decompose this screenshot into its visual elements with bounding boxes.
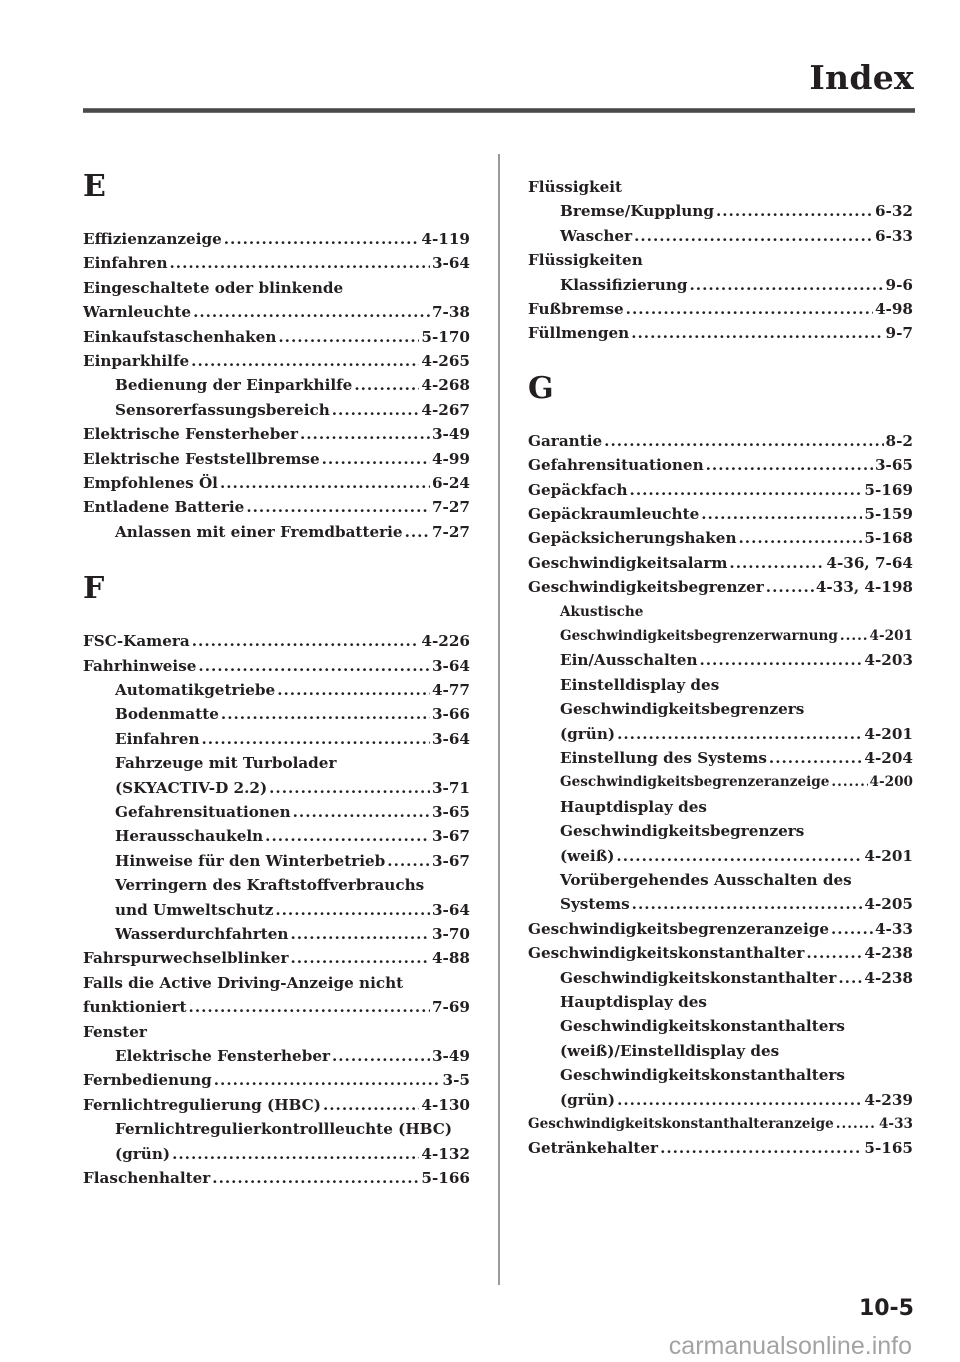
entry-label: Elektrische Fensterheber [83, 425, 298, 444]
index-subentry [115, 373, 470, 397]
entry-label: Eingeschaltete oder blinkende [83, 278, 344, 297]
dot-leader [290, 946, 430, 970]
entry-label: Gepäckfach [528, 480, 628, 499]
index-entry [528, 941, 913, 965]
entry-label: (grün) [115, 1144, 171, 1163]
dot-leader [193, 300, 430, 324]
index-subentry [560, 892, 913, 916]
dot-leader [806, 941, 862, 965]
dot-leader [189, 995, 430, 1019]
dot-leader [265, 824, 430, 848]
page-reference: 7-69 [431, 998, 470, 1017]
dot-leader [275, 898, 430, 922]
entry-label: Einstellung des Systems [560, 749, 767, 767]
entry-label: Gefahrensituationen [528, 456, 704, 475]
page-reference: 3-64 [431, 254, 470, 273]
entry-label: Geschwindigkeitskonstanthalteranzeige [528, 1116, 834, 1132]
index-entry [528, 297, 913, 321]
entry-label: Elektrische Feststellbremse [83, 449, 320, 468]
entry-label: Entladene Batterie [83, 498, 245, 517]
index-subentry [115, 800, 470, 824]
page-reference: 4-33, 4-198 [815, 578, 913, 597]
index-entry [83, 946, 470, 970]
dot-leader [604, 429, 883, 453]
entry-label: (SKYACTIV-D 2.2) [115, 778, 268, 797]
entry-label: FSC-Kamera [83, 632, 190, 651]
entry-label: Anlassen mit einer Fremdbatterie [115, 522, 403, 541]
entry-label: Fernbedienung [83, 1071, 212, 1090]
entry-label: Fernlichtregulierung (HBC) [83, 1095, 321, 1114]
index-subentry [560, 273, 913, 297]
entry-label: Klassifizierung [560, 275, 688, 294]
index-subentry [115, 1117, 470, 1141]
page-reference: 4-204 [864, 749, 913, 767]
dot-leader [290, 922, 430, 946]
index-subentry [115, 751, 470, 775]
dot-leader [838, 966, 862, 990]
page-reference: 3-65 [874, 456, 913, 475]
entry-label: Geschwindigkeitsbegrenzeranzeige [560, 774, 830, 791]
index-entry [528, 1112, 913, 1136]
page-reference: 3-64 [431, 656, 470, 675]
index-subentry [115, 873, 470, 897]
index-subentry [560, 966, 913, 990]
dot-leader [836, 1112, 877, 1136]
index-entry [83, 300, 470, 324]
dot-leader [198, 654, 430, 678]
page-reference: 3-66 [431, 705, 470, 724]
entry-label: Fahrzeuge mit Turbolader [115, 754, 337, 773]
index-entry [528, 575, 913, 599]
entry-label: Fernlichtregulierkontrollleuchte (HBC) [115, 1120, 453, 1139]
index-entry [83, 422, 470, 446]
index-entry [528, 551, 913, 575]
page-reference: 4-268 [421, 376, 470, 395]
dot-leader [617, 722, 862, 746]
page-reference: 3-67 [431, 851, 470, 870]
index-subentry [115, 1044, 470, 1068]
dot-leader [300, 422, 430, 446]
header-rule [83, 108, 915, 113]
dot-leader [354, 373, 419, 397]
index-subentry [560, 224, 913, 248]
index-entry [83, 495, 470, 519]
entry-label: Flüssigkeiten [528, 251, 643, 270]
index-entry [83, 251, 470, 275]
index-entry [83, 349, 470, 373]
entry-label: Geschwindigkeitskonstanthalter [560, 968, 837, 987]
entry-label: Gepäcksicherungshaken [528, 529, 737, 548]
entry-label: Garantie [528, 431, 603, 450]
section-letter: F [83, 571, 105, 607]
dot-leader [840, 624, 868, 648]
page-reference: 5-166 [421, 1169, 470, 1187]
entry-label: Geschwindigkeitskonstanthalters [560, 1017, 845, 1036]
dot-leader [616, 844, 862, 868]
index-entry [83, 325, 470, 349]
index-entry [83, 1166, 470, 1190]
entry-label: Geschwindigkeitskonstanthalter [528, 944, 805, 963]
page-reference: 4-33 [878, 1116, 913, 1132]
dot-leader [617, 1088, 862, 1112]
entry-label: Wasserdurchfahrten [115, 925, 289, 943]
index-entry [528, 429, 913, 453]
index-entry [83, 1093, 470, 1117]
page-reference: 4-239 [864, 1090, 913, 1109]
page-reference: 3-5 [442, 1071, 470, 1090]
index-entry [528, 453, 913, 477]
index-entry [83, 447, 470, 471]
page-reference: 4-238 [864, 968, 913, 987]
dot-leader [387, 849, 430, 873]
entry-label: Ein/Ausschalten [560, 651, 698, 670]
index-entry [83, 1020, 470, 1044]
index-subentry [115, 398, 470, 422]
entry-label: Falls die Active Driving-Anzeige nicht [83, 973, 404, 992]
page-reference: 4-98 [874, 300, 913, 318]
page-reference: 4-132 [421, 1144, 470, 1163]
dot-leader [293, 800, 430, 824]
index-subentry [560, 1014, 913, 1038]
index-subentry [115, 849, 470, 873]
page-reference: 4-267 [421, 400, 470, 419]
dot-leader [278, 325, 419, 349]
entry-label: (grün) [560, 1090, 616, 1109]
entry-label: Bedienung der Einparkhilfe [115, 376, 353, 395]
page-reference: 3-65 [431, 803, 470, 821]
entry-label: Hinweise für den Winterbetrieb [115, 851, 386, 870]
page-reference: 4-205 [864, 895, 913, 914]
entry-label: Verringern des Kraftstoffverbrauchs [115, 876, 425, 895]
entry-label: Hauptdisplay des [560, 797, 707, 816]
index-subentry [560, 600, 913, 624]
dot-leader [323, 1093, 419, 1117]
entry-label: Empfohlenes Öl [83, 474, 218, 492]
watermark: carmanualsonline.info [668, 1332, 912, 1360]
dot-leader [716, 199, 873, 223]
page-reference: 4-238 [864, 944, 913, 963]
dot-leader [212, 1166, 419, 1190]
page-reference: 4-201 [864, 724, 913, 743]
index-subentry [115, 702, 470, 726]
page-reference: 7-27 [431, 522, 470, 541]
dot-leader [224, 227, 420, 251]
dot-leader [631, 321, 883, 345]
index-subentry [115, 776, 470, 800]
dot-leader [701, 502, 862, 526]
dot-leader [660, 1136, 862, 1160]
entry-label: und Umweltschutz [115, 900, 274, 919]
dot-leader [699, 648, 862, 672]
index-entry [83, 1068, 470, 1092]
entry-label: Fenster [83, 1022, 147, 1041]
entry-label: Gefahrensituationen [115, 803, 291, 821]
entry-label: Fahrspurwechselblinker [83, 949, 289, 968]
page-reference: 6-32 [874, 202, 913, 221]
dot-leader [322, 447, 430, 471]
page-reference: 5-159 [864, 505, 913, 523]
index-entry [83, 971, 470, 995]
entry-label: Einparkhilfe [83, 352, 190, 370]
dot-leader [246, 495, 430, 519]
entry-label: Wascher [560, 226, 633, 245]
page-reference: 4-77 [431, 681, 470, 699]
dot-leader [632, 892, 863, 916]
page-reference: 5-170 [421, 327, 470, 346]
page-reference: 5-169 [864, 480, 913, 499]
entry-label: funktioniert [83, 998, 187, 1017]
index-subentry [560, 746, 913, 770]
dot-leader [706, 453, 873, 477]
dot-leader [332, 1044, 430, 1068]
index-subentry [560, 1088, 913, 1112]
index-entry [528, 321, 913, 345]
page-title: Index [809, 58, 914, 97]
entry-label: (grün) [560, 724, 616, 743]
entry-label: Vorübergehendes Ausschalten des [560, 871, 852, 889]
page-reference: 4-265 [421, 352, 470, 370]
page-reference: 4-88 [431, 949, 470, 968]
section-letter: E [83, 169, 106, 204]
entry-label: Geschwindigkeitsbegrenzeranzeige [528, 919, 830, 938]
entry-label: Einfahren [83, 254, 168, 273]
index-subentry [560, 819, 913, 843]
dot-leader [170, 251, 430, 275]
section-letter: G [528, 370, 554, 406]
dot-leader [332, 398, 420, 422]
page-reference: 4-130 [421, 1095, 470, 1114]
entry-label: (weiß)/Einstelldisplay des [560, 1041, 780, 1060]
entry-label: Effizienzanzeige [83, 230, 222, 248]
entry-label: Systems [560, 895, 630, 914]
page-reference: 4-200 [869, 774, 913, 791]
index-subentry [115, 678, 470, 702]
dot-leader [172, 1142, 419, 1166]
index-subentry [115, 824, 470, 848]
page-reference: 7-27 [431, 498, 470, 517]
dot-leader [766, 575, 814, 599]
index-entry [83, 629, 470, 653]
index-entry [83, 471, 470, 495]
entry-label: Einkaufstaschenhaken [83, 327, 277, 346]
page-reference: 5-168 [864, 529, 913, 548]
page-reference: 3-64 [431, 729, 470, 748]
dot-leader [739, 526, 863, 550]
page-reference: 7-38 [431, 303, 470, 322]
page-reference: 3-67 [431, 827, 470, 846]
index-subentry [560, 1063, 913, 1087]
index-subentry [115, 898, 470, 922]
dot-leader [405, 520, 430, 544]
page-reference: 6-24 [431, 474, 470, 492]
page-reference: 4-203 [864, 651, 913, 670]
index-subentry [560, 868, 913, 892]
entry-label: Flüssigkeit [528, 178, 623, 196]
entry-label: Fahrhinweise [83, 656, 197, 675]
index-subentry [115, 520, 470, 544]
page-number: 10-5 [858, 1296, 914, 1321]
page-reference: 8-2 [885, 431, 913, 450]
entry-label: Herausschaukeln [115, 827, 264, 846]
index-subentry [560, 199, 913, 223]
dot-leader [202, 727, 430, 751]
index-entry [528, 248, 913, 272]
entry-label: Geschwindigkeitsalarm [528, 553, 728, 572]
index-entry [83, 227, 470, 251]
index-entry [528, 478, 913, 502]
index-entry [83, 276, 470, 300]
entry-label: Geschwindigkeitsbegrenzerwarnung [560, 628, 838, 644]
entry-label: Getränkehalter [528, 1139, 659, 1158]
entry-label: Bremse/Kupplung [560, 202, 714, 221]
dot-leader [634, 224, 873, 248]
entry-label: Flaschenhalter [83, 1169, 211, 1187]
index-subentry [115, 727, 470, 751]
page-reference: 9-6 [885, 275, 913, 294]
index-subentry [560, 648, 913, 672]
dot-leader [191, 349, 419, 373]
page-reference: 9-7 [885, 324, 913, 343]
index-entry [528, 175, 913, 199]
dot-leader [831, 917, 873, 941]
dot-leader [192, 629, 420, 653]
index-entry [83, 654, 470, 678]
page-reference: 3-49 [431, 1047, 470, 1065]
dot-leader [221, 702, 430, 726]
entry-label: Sensorerfassungsbereich [115, 400, 330, 419]
index-subentry [560, 722, 913, 746]
dot-leader [630, 478, 863, 502]
page-reference: 4-226 [421, 632, 470, 651]
page-reference: 3-49 [431, 425, 470, 444]
entry-label: Akustische [560, 603, 644, 620]
index-subentry [560, 1039, 913, 1063]
entry-label: Geschwindigkeitsbegrenzers [560, 822, 805, 841]
page-reference: 3-64 [431, 900, 470, 919]
entry-label: Geschwindigkeitsbegrenzers [560, 700, 805, 719]
entry-label: Hauptdisplay des [560, 993, 707, 1011]
entry-label: Automatikgetriebe [115, 681, 276, 699]
index-subentry [560, 795, 913, 819]
index-entry [528, 526, 913, 550]
page-reference: 4-201 [864, 846, 913, 865]
entry-label: Füllmengen [528, 324, 630, 343]
dot-leader [690, 273, 884, 297]
dot-leader [214, 1068, 441, 1092]
index-subentry [560, 990, 913, 1014]
column-divider [498, 154, 500, 1285]
entry-label: Einstelldisplay des [560, 675, 720, 694]
index-subentry [115, 1142, 470, 1166]
dot-leader [277, 678, 430, 702]
page-reference: 5-165 [864, 1139, 913, 1158]
dot-leader [269, 776, 430, 800]
index-subentry [560, 844, 913, 868]
index-subentry [115, 922, 470, 946]
index-subentry [560, 624, 913, 648]
dot-leader [769, 746, 863, 770]
entry-label: Warnleuchte [83, 303, 192, 322]
entry-label: Einfahren [115, 729, 200, 748]
index-subentry [560, 770, 913, 794]
entry-label: Geschwindigkeitsbegrenzer [528, 578, 764, 597]
page-reference: 4-119 [421, 230, 470, 248]
index-subentry [560, 673, 913, 697]
entry-label: Geschwindigkeitskonstanthalters [560, 1066, 845, 1085]
page-reference: 4-33 [874, 919, 913, 938]
page-reference: 4-201 [869, 628, 913, 644]
dot-leader [831, 770, 867, 794]
index-entry [528, 917, 913, 941]
page-reference: 6-33 [874, 226, 913, 245]
page-reference: 4-36, 7-64 [826, 553, 913, 572]
entry-label: Gepäckraumleuchte [528, 505, 700, 523]
entry-label: Bodenmatte [115, 705, 219, 724]
dot-leader [220, 471, 430, 495]
index-entry [528, 502, 913, 526]
entry-label: (weiß) [560, 846, 615, 865]
dot-leader [729, 551, 824, 575]
page-reference: 3-70 [431, 925, 470, 943]
entry-label: Elektrische Fensterheber [115, 1047, 330, 1065]
page-reference: 3-71 [431, 778, 470, 797]
page-reference: 4-99 [431, 449, 470, 468]
dot-leader [626, 297, 873, 321]
index-subentry [560, 697, 913, 721]
entry-label: Fußbremse [528, 300, 624, 318]
index-entry [83, 995, 470, 1019]
index-entry [528, 1136, 913, 1160]
